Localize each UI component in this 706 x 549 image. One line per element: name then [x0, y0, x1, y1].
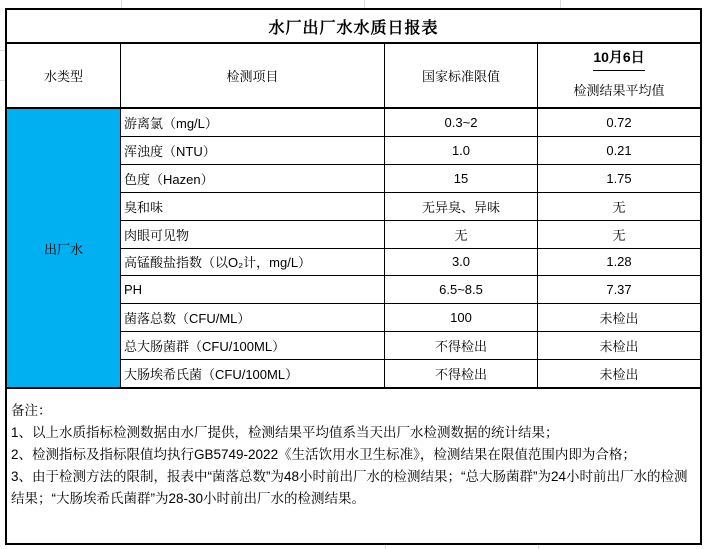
table-row [121, 360, 700, 387]
gridline [560, 0, 561, 8]
notes-label: 备注： [11, 403, 52, 418]
cell-limit: 15 [385, 165, 538, 192]
header-date: 10月6日 [593, 44, 644, 71]
table-row [121, 249, 700, 277]
water-quality-report-table [5, 8, 702, 545]
gridline [121, 0, 122, 8]
table-row [121, 221, 700, 249]
cell-result: 无 [612, 199, 626, 215]
cell-result: 无 [612, 227, 626, 243]
cell-item: PH [121, 276, 385, 303]
report-title: 水厂出厂水水质日报表 [7, 10, 700, 44]
cell-limit: 6.5~8.5 [385, 276, 538, 303]
cell-item: 游离氯（mg/L） [121, 109, 385, 136]
cell-limit: 3.0 [385, 249, 538, 276]
cell-item: 大肠埃希氏菌（CFU/100ML） [121, 360, 385, 387]
cell-result: 0.21 [606, 142, 632, 158]
gridline [538, 545, 539, 549]
cell-result: 未检出 [599, 339, 639, 355]
header-test-item: 检测项目 [121, 44, 385, 107]
cell-result: 未检出 [599, 367, 639, 383]
header-standard-limit: 国家标准限值 [385, 44, 538, 107]
cell-result: 1.28 [606, 254, 632, 270]
cell-item: 浑浊度（NTU） [121, 137, 385, 164]
cell-item: 菌落总数（CFU/ML） [121, 304, 385, 331]
cell-result: 未检出 [599, 311, 639, 327]
cell-result: 7.37 [606, 282, 632, 298]
cell-item: 色度（Hazen） [121, 165, 385, 192]
cell-limit: 无 [385, 221, 538, 248]
note-line-1: 1、以上水质指标检测数据由水厂提供，检测结果平均值系当天出厂水检测数据的统计结果； [11, 425, 559, 440]
note-line-3: 3、由于检测方法的限制，报表中“菌落总数”为48小时前出厂水的检测结果；“总大肠菌群”为24小时前出厂水的检测结果；“大肠埃希氏菌群”为28-30小时前出厂水的检测结果。 [11, 469, 688, 506]
table-body [7, 109, 700, 387]
note-line-2: 2、检测指标及指标限值均执行GB5749-2022《生活饮用水卫生标准》，检测结果在限值范围内即为合格； [11, 447, 636, 462]
water-type-cell: 出厂水 [7, 109, 121, 387]
data-rows [121, 109, 700, 387]
cell-limit: 100 [385, 304, 538, 331]
table-header [7, 44, 700, 109]
table-row [121, 193, 700, 221]
cell-item: 总大肠菌群（CFU/100ML） [121, 332, 385, 359]
cell-result: 0.72 [606, 114, 632, 130]
header-water-type: 水类型 [7, 44, 121, 107]
cell-limit: 无异臭、异味 [385, 193, 538, 220]
cell-item: 臭和味 [121, 193, 385, 220]
table-row [121, 109, 700, 137]
cell-limit: 不得检出 [385, 360, 538, 387]
table-row [121, 332, 700, 360]
notes-section [7, 387, 700, 543]
table-row [121, 304, 700, 332]
table-row [121, 165, 700, 193]
header-result-avg: 检测结果平均值 [573, 82, 665, 98]
cell-limit: 1.0 [385, 137, 538, 164]
cell-result: 1.75 [606, 170, 632, 186]
table-row [121, 137, 700, 165]
cell-limit: 不得检出 [385, 332, 538, 359]
cell-item: 高锰酸盐指数（以O₂计，mg/L） [121, 249, 385, 276]
cell-limit: 0.3~2 [385, 109, 538, 136]
gridline [385, 545, 386, 549]
table-row [121, 276, 700, 304]
cell-item: 肉眼可见物 [121, 221, 385, 248]
header-date-column [538, 44, 700, 107]
gridline [364, 0, 365, 8]
